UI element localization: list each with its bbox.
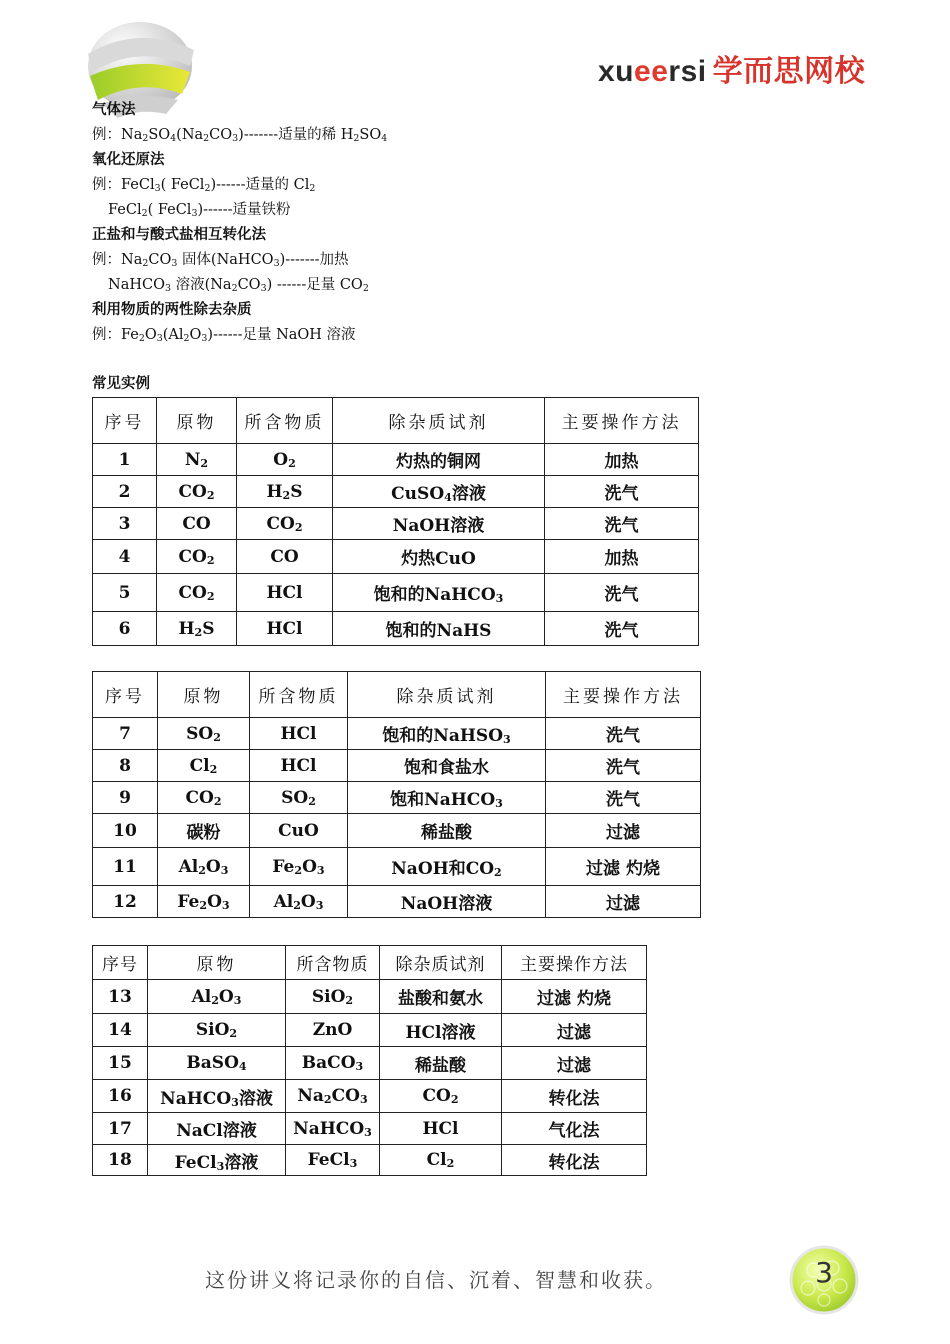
table-cell: 15: [93, 1047, 148, 1080]
table-cell: CuSO$_4$溶液: [333, 476, 545, 508]
table-cell: HCl: [250, 750, 348, 782]
table-cell: 气化法: [502, 1113, 647, 1145]
table-cell: 转化法: [502, 1080, 647, 1113]
gas-method-title: 气体法: [92, 102, 136, 118]
table-cell: NaOH溶液: [333, 508, 545, 540]
table-cell: 主要操作方法: [546, 672, 701, 718]
table-cell: $O_2$: [237, 444, 333, 476]
table-row: [93, 1113, 647, 1145]
table-cell: HCl: [380, 1113, 502, 1145]
table-cell: NaOH溶液: [348, 886, 546, 918]
table-cell: 18: [93, 1145, 148, 1176]
table-cell: NaHCO$_3$溶液: [148, 1080, 286, 1113]
table-cell: 12: [93, 886, 158, 918]
section-title: 常见实例: [92, 376, 150, 392]
table-cell: 所含物质: [286, 946, 380, 980]
table-row: [93, 508, 699, 540]
header-method: 主要操作方法: [545, 398, 699, 444]
table-cell: NaCl溶液: [148, 1113, 286, 1145]
table-cell: 洗气: [545, 476, 699, 508]
table-cell: $CO_2$: [157, 540, 237, 574]
table-cell: $CO_2$: [158, 782, 250, 814]
impurity-table-2: [92, 671, 701, 918]
table-cell: 灼热的铜网: [333, 444, 545, 476]
table-cell: $Fe_2O_3$: [158, 886, 250, 918]
table-cell: ZnO: [286, 1014, 380, 1047]
table-row: [93, 574, 699, 612]
table-cell: 4: [93, 540, 157, 574]
table-cell: SiO$_2$: [286, 980, 380, 1014]
table-cell: 灼热CuO: [333, 540, 545, 574]
table-cell: 加热: [545, 540, 699, 574]
table-cell: $CO_2$: [157, 476, 237, 508]
table-cell: 过滤: [546, 886, 701, 918]
table-cell: NaOH和$CO_2$: [348, 848, 546, 886]
table-cell: $N_2$: [157, 444, 237, 476]
table-cell: 除杂质试剂: [348, 672, 546, 718]
table-row: [93, 980, 647, 1014]
table-cell: 主要操作方法: [502, 946, 647, 980]
method-notes: [92, 98, 692, 348]
table-cell: 过滤 灼烧: [502, 980, 647, 1014]
table-cell: BaCO$_3$: [286, 1047, 380, 1080]
table-cell: 16: [93, 1080, 148, 1113]
table-cell: 过滤: [502, 1047, 647, 1080]
table-row: [93, 782, 701, 814]
conversion-example-1: 例：$Na_2CO_3$ 固体(NaHCO$_3$)-------加热: [92, 252, 349, 269]
table-cell: 洗气: [546, 718, 701, 750]
table-cell: 转化法: [502, 1145, 647, 1176]
table-cell: 过滤 灼烧: [546, 848, 701, 886]
table-cell: 碳粉: [158, 814, 250, 848]
table-row: [93, 444, 699, 476]
brand-wordmark: xueersi 学而思网校: [598, 55, 866, 88]
table-cell: 饱和的NaHSO$_3$: [348, 718, 546, 750]
amphoteric-method-title: 利用物质的两性除去杂质: [92, 302, 252, 318]
table-cell: FeCl$_3$溶液: [148, 1145, 286, 1176]
table-cell: 过滤: [546, 814, 701, 848]
table-row: [93, 750, 701, 782]
table-cell: $CO_2$: [157, 574, 237, 612]
table-cell: 13: [93, 980, 148, 1014]
table-cell: HCl: [237, 574, 333, 612]
table-row: [93, 1047, 647, 1080]
impurity-table-1: [92, 397, 699, 646]
redox-example-1: 例：FeCl$_3$( FeCl$_2$)------适量的 $Cl_2$: [92, 177, 316, 194]
table-cell: 盐酸和氨水: [380, 980, 502, 1014]
table-cell: 饱和食盐水: [348, 750, 546, 782]
table-row: [93, 886, 701, 918]
table-cell: 除杂质试剂: [380, 946, 502, 980]
table-cell: 过滤: [502, 1014, 647, 1047]
table-cell: 所含物质: [250, 672, 348, 718]
table-cell: HCl: [250, 718, 348, 750]
table-cell: $Al_2O_3$: [250, 886, 348, 918]
table-cell: 洗气: [545, 612, 699, 646]
table-cell: 2: [93, 476, 157, 508]
table-header-row: [93, 672, 701, 718]
table-cell: 8: [93, 750, 158, 782]
table-cell: HCl溶液: [380, 1014, 502, 1047]
table-cell: 原物: [148, 946, 286, 980]
gas-method-example: 例：$Na_2SO_4(Na_2CO_3)-------$适量的稀 $H_2SO_4$: [92, 127, 388, 144]
header-impurity: 所含物质: [237, 398, 333, 444]
table-row: [93, 612, 699, 646]
footer-slogan: 这份讲义将记录你的自信、沉着、智慧和收获。: [205, 1268, 667, 1292]
table-row: [93, 540, 699, 574]
table-cell: $Cl_2$: [158, 750, 250, 782]
table-cell: 饱和的NaHCO$_3$: [333, 574, 545, 612]
table-cell: $Al_2O_3$: [158, 848, 250, 886]
table-cell: 3: [93, 508, 157, 540]
table-cell: 5: [93, 574, 157, 612]
table-header-row: [93, 946, 647, 980]
table-cell: 7: [93, 718, 158, 750]
table-cell: 序号: [93, 946, 148, 980]
table-cell: CO: [237, 540, 333, 574]
table-row: [93, 1080, 647, 1113]
table-cell: $CO_2$: [237, 508, 333, 540]
table-row: [93, 848, 701, 886]
table-cell: $Cl_2$: [380, 1145, 502, 1176]
table-cell: 洗气: [545, 574, 699, 612]
conversion-example-2: NaHCO$_3$ 溶液$(Na_2CO_3)$ ------足量 $CO_2$: [108, 277, 369, 294]
table-cell: 饱和NaHCO$_3$: [348, 782, 546, 814]
header-reagent: 除杂质试剂: [333, 398, 545, 444]
table-cell: CuO: [250, 814, 348, 848]
table-cell: 9: [93, 782, 158, 814]
table-cell: 加热: [545, 444, 699, 476]
amphoteric-example: 例：$Fe_2O_3(Al_2O_3)------$足量 NaOH 溶液: [92, 327, 356, 344]
table-cell: 6: [93, 612, 157, 646]
table-row: [93, 1145, 647, 1176]
table-cell: 饱和的NaHS: [333, 612, 545, 646]
table-cell: 1: [93, 444, 157, 476]
table-cell: $Al_2O_3$: [148, 980, 286, 1014]
header-no: 序号: [93, 398, 157, 444]
table-cell: $H_2S$: [237, 476, 333, 508]
table-cell: $Fe_2O_3$: [250, 848, 348, 886]
table-cell: 17: [93, 1113, 148, 1145]
redox-example-2: FeCl$_2$( FeCl$_3$)------适量铁粉: [108, 202, 291, 219]
table-row: [93, 814, 701, 848]
table-cell: $H_2S$: [157, 612, 237, 646]
table-cell: 洗气: [546, 750, 701, 782]
table-cell: 11: [93, 848, 158, 886]
table-cell: $Na_2CO_3$: [286, 1080, 380, 1113]
table-cell: 稀盐酸: [380, 1047, 502, 1080]
table-row: [93, 718, 701, 750]
table-cell: 14: [93, 1014, 148, 1047]
table-cell: NaHCO$_3$: [286, 1113, 380, 1145]
table-cell: 洗气: [545, 508, 699, 540]
table-row: [93, 1014, 647, 1047]
table-row: [93, 476, 699, 508]
header-raw: 原物: [157, 398, 237, 444]
table-cell: 稀盐酸: [348, 814, 546, 848]
table-cell: 序号: [93, 672, 158, 718]
redox-method-title: 氧化还原法: [92, 152, 165, 168]
table-cell: 洗气: [546, 782, 701, 814]
table-cell: $CO_2$: [380, 1080, 502, 1113]
table-cell: SiO$_2$: [148, 1014, 286, 1047]
table-cell: 10: [93, 814, 158, 848]
table-cell: $SO_2$: [250, 782, 348, 814]
table-cell: HCl: [237, 612, 333, 646]
table-cell: 原物: [158, 672, 250, 718]
table-cell: BaSO$_4$: [148, 1047, 286, 1080]
table-cell: $SO_2$: [158, 718, 250, 750]
page-number: 3: [815, 1256, 833, 1289]
salt-conversion-title: 正盐和与酸式盐相互转化法: [92, 227, 266, 243]
table-header-row: [93, 398, 699, 444]
table-cell: FeCl$_3$: [286, 1145, 380, 1176]
impurity-table-3: [92, 945, 647, 1176]
table-cell: CO: [157, 508, 237, 540]
